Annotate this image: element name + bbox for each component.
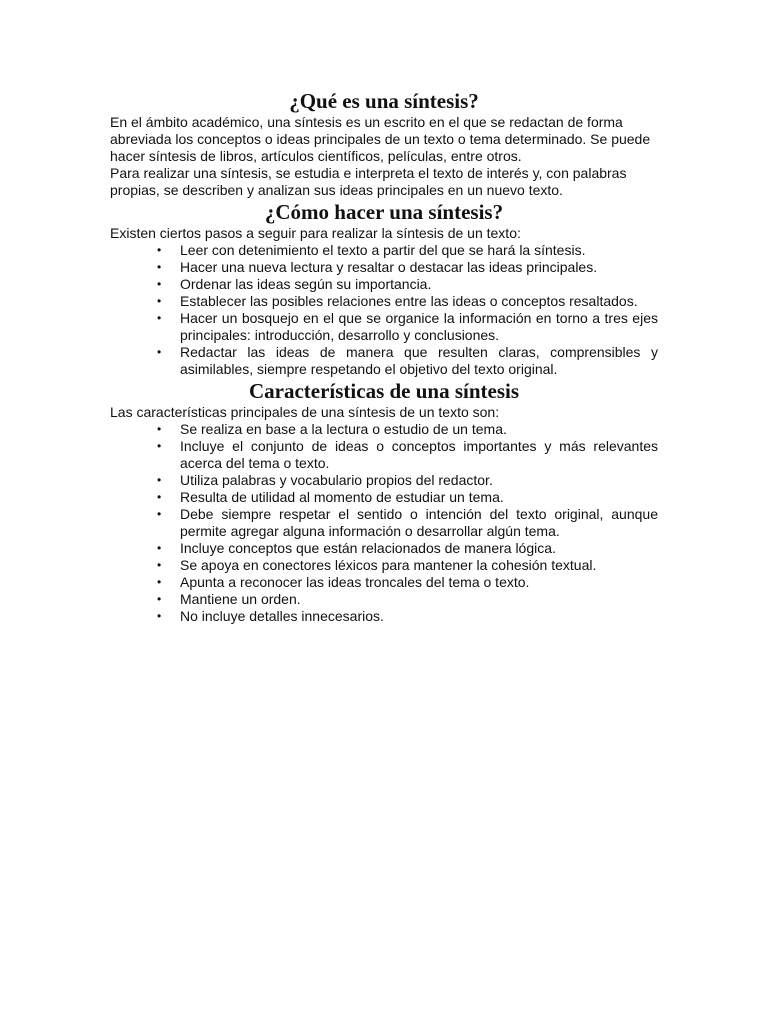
bullet-icon: • [157,243,162,257]
characteristics-list [110,421,658,625]
list-item-text: Se apoya en conectores léxicos para mantener la cohesión textual. [180,557,597,573]
paragraph-process: Para realizar una síntesis, se estudia e interpreta el texto de interés y, con palabras propias, se describen y analizan sus ideas principales en un nuevo texto. [110,165,627,198]
list-item-text: Utiliza palabras y vocabulario propios del redactor. [180,472,493,488]
bullet-icon: • [157,507,162,521]
list-item [110,276,658,293]
list-item-text: Incluye conceptos que están relacionados de manera lógica. [180,540,556,556]
list-item [110,242,658,259]
list-item-text: No incluye detalles innecesarios. [180,608,384,624]
bullet-icon: • [157,260,162,274]
list-item [110,293,658,310]
paragraph-steps-intro: Existen ciertos pasos a seguir para realizar la síntesis de un texto: [110,225,521,241]
list-item-text: Leer con detenimiento el texto a partir del que se hará la síntesis. [180,242,586,258]
list-item [110,472,658,489]
paragraph-characteristics-intro: Las características principales de una síntesis de un texto son: [110,404,500,420]
list-item-text: Hacer una nueva lectura y resaltar o destacar las ideas principales. [180,259,598,275]
list-item-text: Se realiza en base a la lectura o estudio de un tema. [180,421,507,437]
bullet-icon: • [157,277,162,291]
section-heading-como-hacer: ¿Cómo hacer una síntesis? [264,200,504,224]
list-item-text: Apunta a reconocer las ideas troncales del tema o texto. [180,574,530,590]
bullet-icon: • [157,345,162,359]
bullet-icon: • [157,422,162,436]
bullet-icon: • [157,490,162,504]
list-item [110,591,658,608]
list-item-text: Hacer un bosquejo en el que se organice la información en torno a tres ejes principales: introducción, desarrollo y conclusiones. [180,310,658,343]
bullet-icon: • [157,541,162,555]
list-item [110,489,658,506]
list-item [110,557,658,574]
list-item [110,506,658,540]
bullet-icon: • [157,558,162,572]
bullet-icon: • [157,575,162,589]
list-item-text: Mantiene un orden. [180,591,301,607]
section-heading-caracteristicas: Características de una síntesis [248,379,520,403]
steps-list [110,242,658,378]
list-item [110,540,658,557]
list-item-text: Ordenar las ideas según su importancia. [180,276,432,292]
bullet-icon: • [157,439,162,453]
list-item [110,310,658,344]
bullet-icon: • [157,294,162,308]
document-body [110,88,658,625]
list-item [110,608,658,625]
list-item-text: Debe siempre respetar el sentido o intención del texto original, aunque permite agregar alguna información o desarrollar algún tema. [180,506,658,539]
paragraph-definition: En el ámbito académico, una síntesis es un escrito en el que se redactan de forma abreviada los conceptos o ideas principales de un texto o tema determinado. Se puede hacer síntesis de libros, artículos científicos, películas, entre otros. [110,114,651,164]
bullet-icon: • [157,592,162,606]
section-heading-que-es: ¿Qué es una síntesis? [289,89,479,113]
list-item [110,421,658,438]
list-item-text: Establecer las posibles relaciones entre las ideas o conceptos resaltados. [180,293,638,309]
list-item [110,574,658,591]
list-item-text: Redactar las ideas de manera que resulten claras, comprensibles y asimilables, siempre respetando el objetivo del texto original. [180,344,658,377]
bullet-icon: • [157,609,162,623]
bullet-icon: • [157,311,162,325]
list-item [110,438,658,472]
list-item [110,344,658,378]
list-item [110,259,658,276]
list-item-text: Resulta de utilidad al momento de estudiar un tema. [180,489,504,505]
list-item-text: Incluye el conjunto de ideas o conceptos importantes y más relevantes acerca del tema o texto. [180,438,658,471]
bullet-icon: • [157,473,162,487]
